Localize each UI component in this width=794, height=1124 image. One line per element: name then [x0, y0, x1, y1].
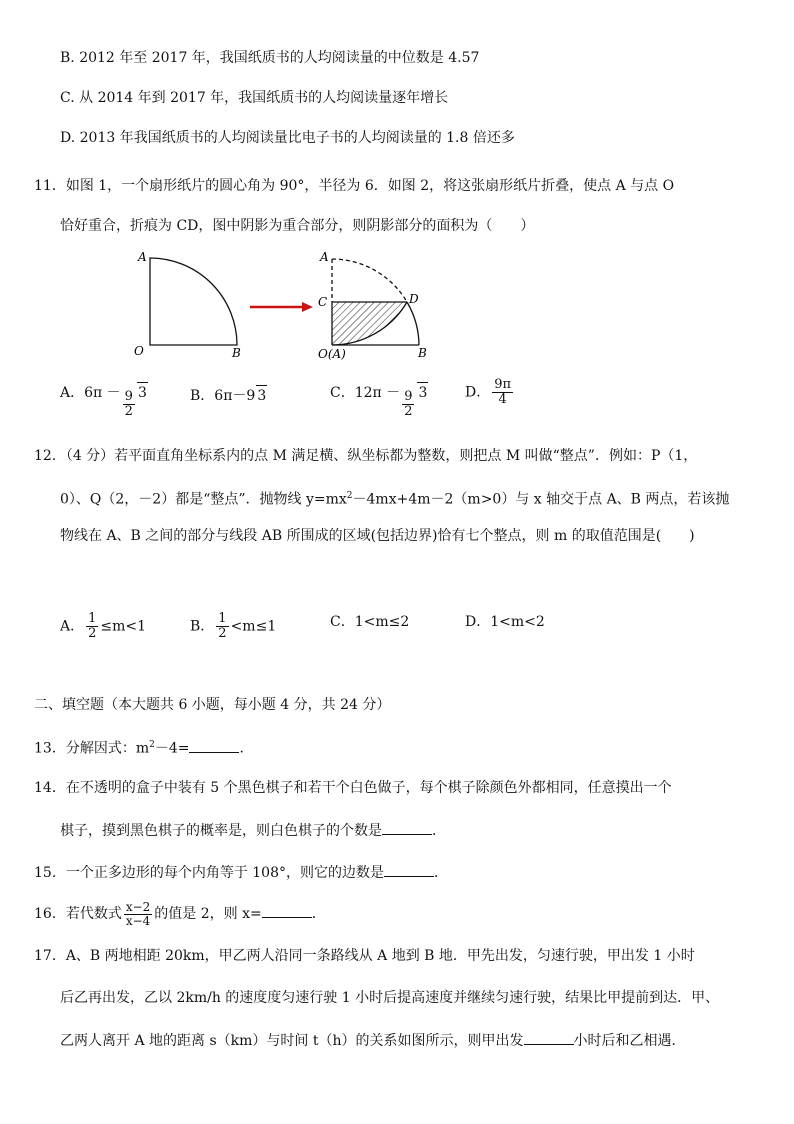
q11-line1: 11．如图 1，一个扇形纸片的圆心角为 90°，半径为 6．如图 2，将这张扇形纸片折叠，使点 A 与点 O: [34, 178, 675, 194]
shaded-overlap: [332, 302, 407, 345]
q12-line3: 物线在 A、B 之间的部分与线段 AB 所围成的区域(包括边界)恰有七个整点，则 m 的取值范围是( ): [60, 528, 695, 544]
q11-figure: [120, 245, 450, 365]
q10-option-c: C. 从 2014 年到 2017 年，我国纸质书的人均阅读量逐年增长: [60, 90, 449, 106]
fig2-label-c: C: [318, 295, 328, 309]
figure-2-folded-sector: [332, 259, 419, 345]
fig2-label-d: D: [409, 292, 419, 306]
fig2-label-a: A: [320, 250, 329, 264]
q15-answer-blank[interactable]: [384, 862, 434, 877]
red-arrow-icon: [250, 302, 313, 312]
q10-option-d: D. 2013 年我国纸质书的人均阅读量比电子书的人均阅读量的 1.8 倍还多: [60, 130, 515, 146]
q17-line2: 后乙再出发，乙以 2km/h 的速度度匀速行驶 1 小时后提高速度并继续匀速行驶，结果比甲提前到达．甲、: [60, 990, 720, 1006]
q13-answer-blank[interactable]: [189, 738, 239, 753]
q11-option-a: A．6π － $\frac{9}{2}$ 3: [60, 382, 148, 419]
q11-line2: 恰好重合，折痕为 CD，图中阴影为重合部分，则阴影部分的面积为（ ）: [60, 218, 535, 234]
q12-option-c: C．1<m≤2: [330, 614, 410, 630]
q12-line2: 0）、Q（2，－2）都是“整点”．抛物线 $y=mx^2-4mx+4m-2(m>0)$与 x 轴交于点 A、B 两点，若该抛: [60, 491, 730, 508]
q12-option-a: A． $\frac{1}{2}$ ≤m<1: [60, 611, 147, 641]
q12-option-d: D．1<m<2: [465, 614, 545, 630]
section-heading: 二、填空题（本大题共 6 小题，每小题 4 分，共 24 分）: [34, 697, 391, 713]
q11-option-c: C．12π － $\frac{9}{2}$ 3: [330, 382, 428, 419]
fig2-label-b: B: [418, 346, 427, 360]
q15: 15．一个正多边形的每个内角等于 108°，则它的边数是 ．: [34, 862, 448, 883]
q16: 16．若代数式 $\frac{x-2}{x-4}$ 的值是 2，则 x= ．: [34, 899, 326, 928]
q10-option-b: B. 2012 年至 2017 年，我国纸质书的人均阅读量的中位数是 4.57: [60, 50, 480, 66]
q17-answer-blank[interactable]: [524, 1030, 574, 1045]
fig1-label-o: O: [134, 344, 144, 358]
q17-line3: 乙两人离开 A 地的距离 s（km）与时间 t（h）的关系如图所示，则甲出发 小时后和乙相遇．: [60, 1030, 686, 1051]
q14-line1: 14．在不透明的盒子中装有 5 个黑色棋子和若干个白色做子，每个棋子除颜色外都相同，任意摸出一个: [34, 780, 672, 796]
fig2-label-oa: O(A): [318, 347, 346, 361]
q13: 13．分解因式：$m^2-4=$ ．: [34, 735, 253, 759]
q11-option-d: D． $\frac{9\pi}{4}$: [465, 377, 512, 407]
q12-line1: 12．（4 分）若平面直角坐标系内的点 M 满足横、纵坐标都为整数，则把点 M 叫做“整点”．例如：P（1，: [34, 448, 698, 464]
fig1-label-b: B: [232, 346, 241, 360]
q17-line1: 17．A、B 两地相距 20km，甲乙两人沿同一条路线从 A 地到 B 地．甲先出发，匀速行驶，甲出发 1 小时: [34, 948, 695, 964]
q14-answer-blank[interactable]: [382, 820, 432, 835]
fig1-label-a: A: [138, 250, 147, 264]
q16-answer-blank[interactable]: [262, 903, 312, 918]
q12-option-b: B． $\frac{1}{2}$ <m≤1: [190, 611, 277, 641]
q11-option-b: B．6π－9 3: [190, 385, 267, 406]
q14-line2: 棋子，摸到黑色棋子的概率是，则白色棋子的个数是 ．: [60, 820, 446, 841]
figure-1-sector: [150, 258, 237, 345]
